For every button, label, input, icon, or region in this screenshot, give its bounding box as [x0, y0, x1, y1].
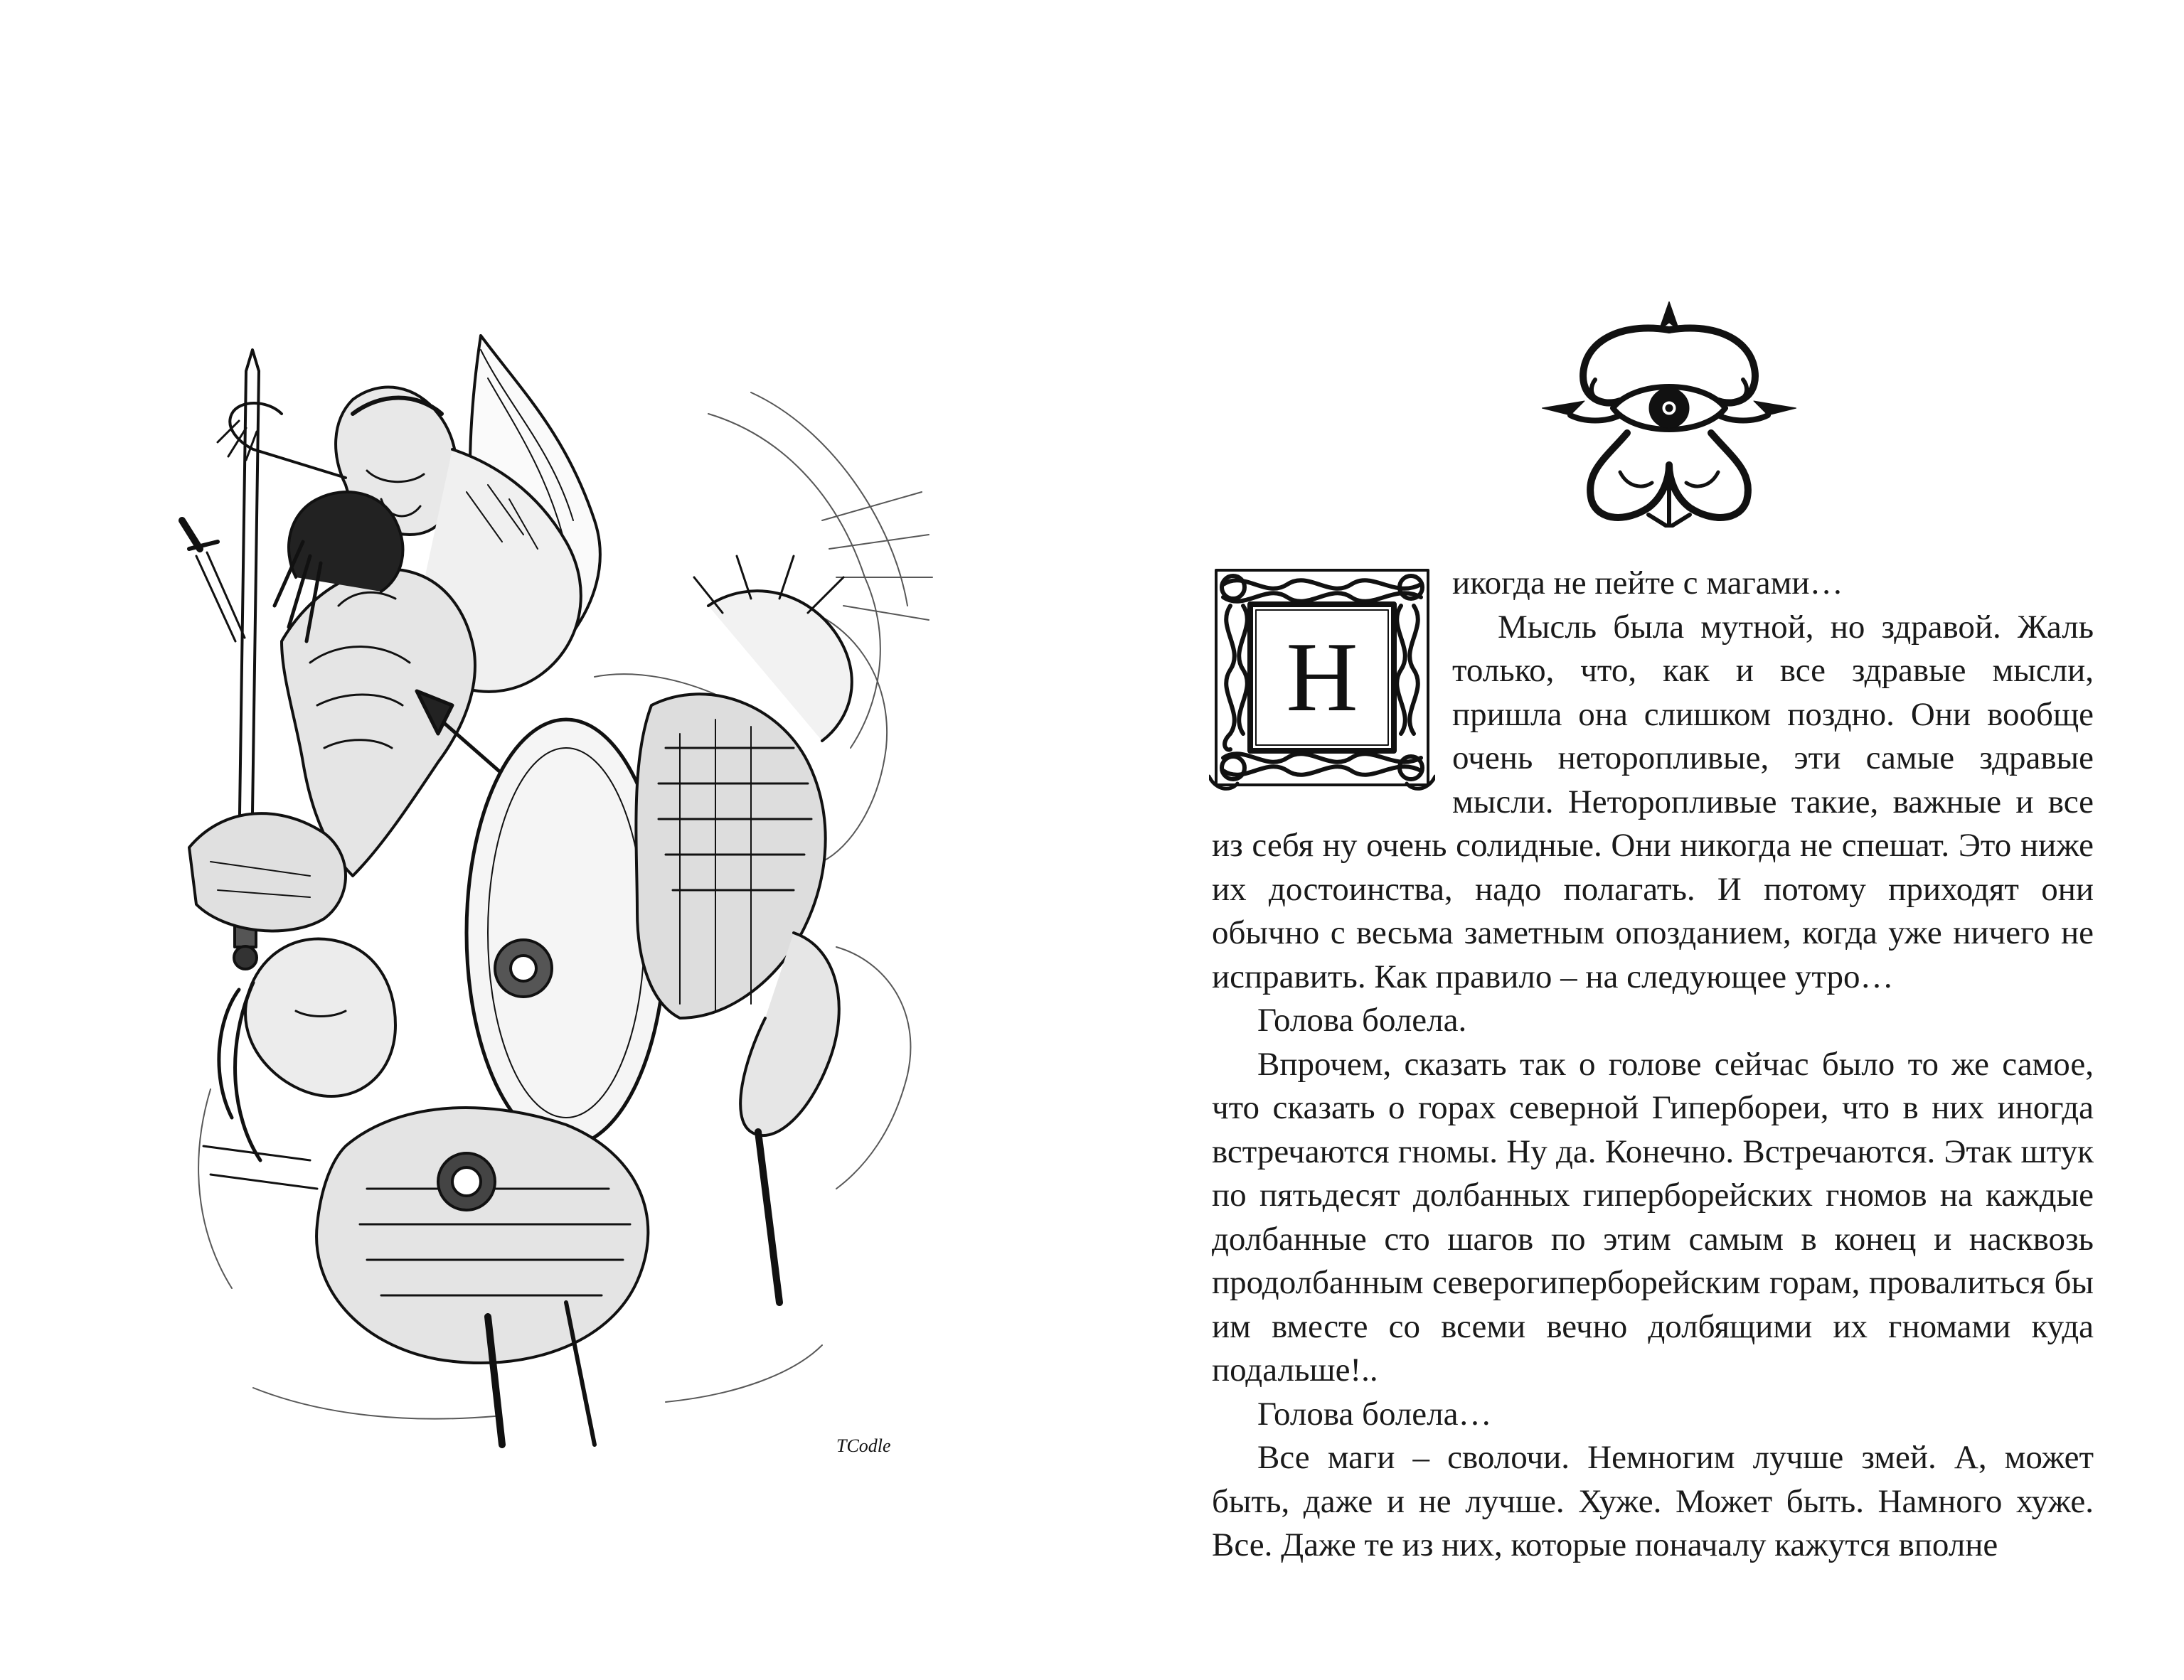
chapter-text — [1212, 562, 2094, 1568]
paragraph-5: Голова болела… — [1257, 1395, 1492, 1433]
paragraph-6: Все маги – сволочи. Немногим лучше змей. А, может быть, даже и не лучше. Хуже. Может быть. Намного хуже. Все. Даже те из них, которые поначалу кажутся вполне — [1212, 1439, 2094, 1563]
paragraph-1: икогда не пейте с магами… — [1452, 565, 1843, 601]
paragraph-4: Впрочем, сказать так о голове сейчас было то же самое, что сказать о горах северной Гипербореи, что в них иногда встречаются гномы. Ну да. Конечно. Встречаются. Этак штук по пятьдесят долбанных гиперборейских гномов на каждые долбанные сто шагов по этим самым в конец и насквозь продолбанным северогиперборейским горам, провалиться бы им вместе со всеми вечно долбящими их гномами куда подальше!.. — [1212, 1045, 2094, 1389]
paragraph-3: Голова болела. — [1257, 1002, 1467, 1039]
paragraph-2: Мысль была мутной, но здравой. Жаль только, что, как и все здравые мысли, пришла она слишком поздно. Они вообще очень неторопливые, эти самые здравые мысли. Неторопливые такие, важные и все из себя ну очень солидные. Они никогда не спешат. Это ниже их достоинства, надо полагать. И потому приходят они обычно с весьма заметным опозданием, когда уже ничего не исправить. Как правило – на следующее утро… — [1212, 608, 2094, 995]
drop-cap — [1209, 563, 1435, 792]
battle-illustration — [168, 307, 944, 1465]
illustration-signature: TCodle — [836, 1435, 891, 1456]
eye-ornament-icon — [1542, 301, 1796, 528]
drop-cap-letter: Н — [1286, 622, 1358, 732]
